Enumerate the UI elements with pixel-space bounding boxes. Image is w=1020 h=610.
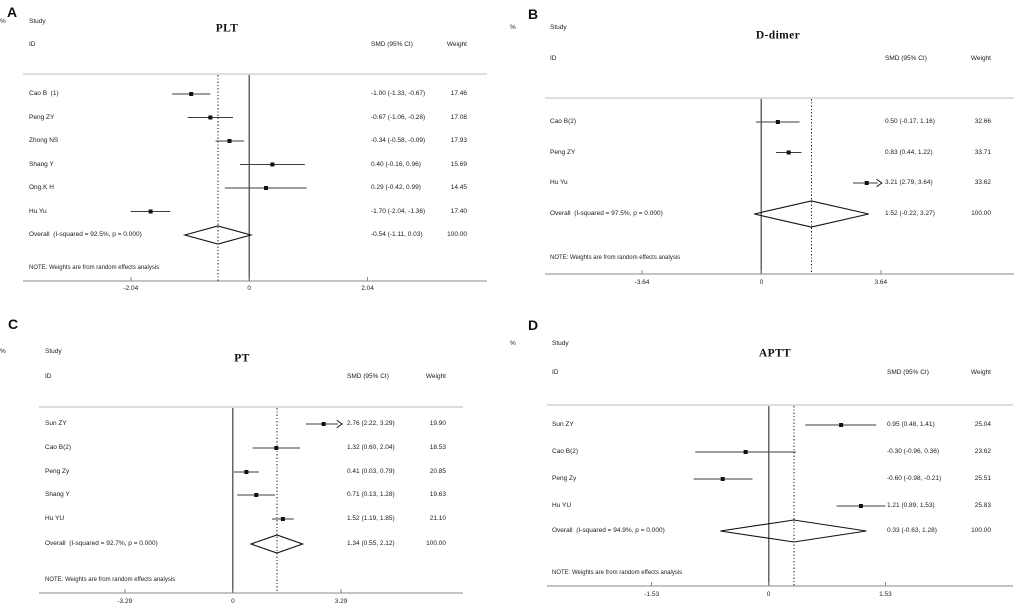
point-estimate-marker (244, 470, 248, 474)
weight-value: 32.66 (974, 117, 991, 125)
weight-value: 17.93 (450, 136, 467, 144)
weight-value: 17.46 (450, 89, 467, 97)
column-header-study: Study (552, 339, 569, 347)
smd-ci-value: -0.30 (-0.96, 0.36) (887, 447, 940, 455)
smd-ci-value: -1.70 (-2.04, -1.36) (371, 207, 426, 215)
study-label: Hu Yu (550, 178, 568, 186)
overall-smd-ci-value: 1.34 (0.55, 2.12) (347, 539, 395, 547)
column-header-percent: % (0, 17, 6, 25)
column-header-id: ID (550, 54, 557, 62)
random-effects-note: NOTE: Weights are from random effects analysis (550, 255, 681, 261)
column-header-percent: % (0, 347, 6, 355)
panel-d-dimer (510, 0, 1020, 305)
study-label: Cao B(2) (552, 447, 579, 455)
panel-title: PT (234, 352, 250, 365)
overall-label: Overall (I-squared = 92.5%, p = 0.000) (29, 230, 142, 238)
point-estimate-marker (865, 181, 869, 185)
point-estimate-marker (787, 151, 791, 155)
point-estimate-marker (322, 422, 326, 426)
axis-tick-label: -3.64 (634, 278, 650, 286)
column-header-id: ID (45, 372, 52, 380)
axis-tick-label: 0 (766, 590, 771, 598)
axis-tick-label: 3.29 (334, 597, 348, 605)
column-header-smd-ci: SMD (95% CI) (371, 40, 413, 48)
column-header-weight: Weight (970, 368, 991, 376)
overall-smd-ci-value: 0.33 (-0.63, 1.28) (887, 526, 937, 534)
smd-ci-value: -0.60 (-0.98, -0.21) (887, 474, 942, 482)
column-header-smd-ci: SMD (95% CI) (887, 368, 929, 376)
column-header-id: ID (552, 368, 559, 376)
panel-title: APTT (758, 347, 792, 360)
overall-weight-value: 100.00 (426, 539, 446, 547)
smd-ci-value: 1.52 (1.19, 1.85) (347, 514, 395, 522)
smd-ci-value: 1.21 (0.89, 1.53) (887, 501, 935, 509)
weight-value: 19.90 (429, 419, 446, 427)
column-header-weight: Weight (446, 40, 467, 48)
axis-tick-label: 1.53 (879, 590, 892, 598)
weight-value: 17.08 (450, 113, 467, 121)
axis-tick-label: 0 (759, 278, 764, 286)
point-estimate-marker (839, 423, 843, 427)
smd-ci-value: -1.00 (-1.33, -0.67) (371, 89, 426, 97)
study-label: Peng ZY (550, 148, 576, 156)
point-estimate-marker (270, 163, 274, 167)
smd-ci-value: 0.50 (-0.17, 1.16) (885, 117, 935, 125)
panel-title: D-dimer (755, 29, 801, 42)
point-estimate-marker (776, 120, 780, 124)
axis-tick-label: 2.04 (361, 284, 374, 292)
smd-ci-value: 3.21 (2.79, 3.64) (885, 178, 933, 186)
study-label: Hu YU (45, 514, 65, 522)
forest-plot-canvas (0, 0, 510, 305)
axis-tick-label: 0 (231, 597, 235, 605)
weight-value: 19.63 (429, 490, 446, 498)
weight-value: 33.62 (974, 178, 991, 186)
study-label: Zhong NS (29, 136, 59, 144)
weight-value: 21.10 (429, 514, 446, 522)
point-estimate-marker (281, 517, 285, 521)
axis-tick-label: -1.53 (644, 590, 660, 598)
study-label: Ong.K H (29, 183, 54, 191)
axis-tick-label: -2.04 (123, 284, 139, 292)
panel-pt (0, 305, 510, 610)
point-estimate-marker (264, 186, 268, 190)
study-label: Sun ZY (45, 419, 67, 427)
column-header-smd-ci: SMD (95% CI) (347, 372, 389, 380)
weight-value: 15.69 (450, 160, 467, 168)
column-header-id: ID (29, 40, 36, 48)
weight-value: 17.40 (450, 207, 467, 215)
study-label: Hu YU (552, 501, 572, 509)
overall-label: Overall (I-squared = 92.7%, p = 0.000) (45, 539, 158, 547)
smd-ci-value: 2.76 (2.22, 3.29) (347, 419, 395, 427)
forest-plot-canvas (0, 305, 510, 610)
point-estimate-marker (274, 446, 278, 450)
column-header-weight: Weight (970, 54, 991, 62)
study-label: Hu Yu (29, 207, 47, 215)
random-effects-note: NOTE: Weights are from random effects analysis (29, 265, 160, 271)
study-label: Cao B(2) (550, 117, 577, 125)
weight-value: 25.83 (974, 501, 991, 509)
axis-tick-label: 3.64 (874, 278, 888, 286)
column-header-weight: Weight (425, 372, 446, 380)
overall-smd-ci-value: 1.52 (-0.22, 3.27) (885, 209, 935, 217)
point-estimate-marker (208, 116, 212, 120)
panel-letter: B (528, 6, 539, 22)
panel-letter: C (8, 316, 19, 332)
column-header-percent: % (510, 23, 516, 31)
weight-value: 18.53 (429, 443, 446, 451)
weight-value: 14.45 (450, 183, 467, 191)
overall-label: Overall (I-squared = 94.9%, p = 0.000) (552, 526, 665, 534)
point-estimate-marker (859, 504, 863, 508)
smd-ci-value: 0.40 (-0.16, 0.96) (371, 160, 421, 168)
overall-weight-value: 100.00 (971, 209, 991, 217)
column-header-smd-ci: SMD (95% CI) (885, 54, 927, 62)
study-label: Cao B(2) (45, 443, 72, 451)
panel-plt (0, 0, 510, 305)
smd-ci-value: 0.83 (0.44, 1.22) (885, 148, 933, 156)
smd-ci-value: 0.95 (0.48, 1.41) (887, 420, 935, 428)
smd-ci-value: 0.29 (-0.42, 0.99) (371, 183, 421, 191)
smd-ci-value: -0.67 (-1.06, -0.28) (371, 113, 426, 121)
column-header-study: Study (550, 23, 567, 31)
panel-letter: D (528, 317, 539, 333)
point-estimate-marker (254, 493, 258, 497)
study-label: Cao B (1) (29, 89, 59, 97)
smd-ci-value: 1.32 (0.60, 2.04) (347, 443, 395, 451)
study-label: Peng Zy (552, 474, 577, 482)
overall-smd-ci-value: -0.54 (-1.11, 0.03) (371, 230, 423, 238)
overall-weight-value: 100.00 (971, 526, 991, 534)
weight-value: 25.51 (974, 474, 991, 482)
study-label: Peng ZY (29, 113, 55, 121)
study-label: Sun ZY (552, 420, 574, 428)
study-label: Shang Y (29, 160, 54, 168)
smd-ci-value: 0.71 (0.13, 1.28) (347, 490, 395, 498)
column-header-study: Study (29, 17, 46, 25)
weight-value: 25.04 (974, 420, 991, 428)
panel-title: PLT (215, 22, 239, 35)
overall-label: Overall (I-squared = 97.5%, p = 0.000) (550, 209, 663, 217)
study-label: Shang Y (45, 490, 70, 498)
random-effects-note: NOTE: Weights are from random effects analysis (45, 577, 176, 583)
weight-value: 33.71 (974, 148, 991, 156)
smd-ci-value: 0.41 (0.03, 0.79) (347, 467, 395, 475)
weight-value: 23.62 (974, 447, 991, 455)
point-estimate-marker (744, 450, 748, 454)
panel-aptt (510, 305, 1020, 610)
axis-tick-label: 0 (247, 284, 251, 292)
panel-letter: A (7, 4, 18, 20)
random-effects-note: NOTE: Weights are from random effects analysis (552, 570, 683, 576)
study-label: Peng Zy (45, 467, 70, 475)
column-header-study: Study (45, 347, 62, 355)
point-estimate-marker (149, 210, 153, 214)
point-estimate-marker (189, 92, 193, 96)
smd-ci-value: -0.34 (-0.58, -0.09) (371, 136, 426, 144)
weight-value: 20.85 (429, 467, 446, 475)
point-estimate-marker (227, 139, 231, 143)
column-header-percent: % (510, 339, 516, 347)
point-estimate-marker (721, 477, 725, 481)
axis-tick-label: -3.29 (117, 597, 133, 605)
overall-weight-value: 100.00 (447, 230, 467, 238)
